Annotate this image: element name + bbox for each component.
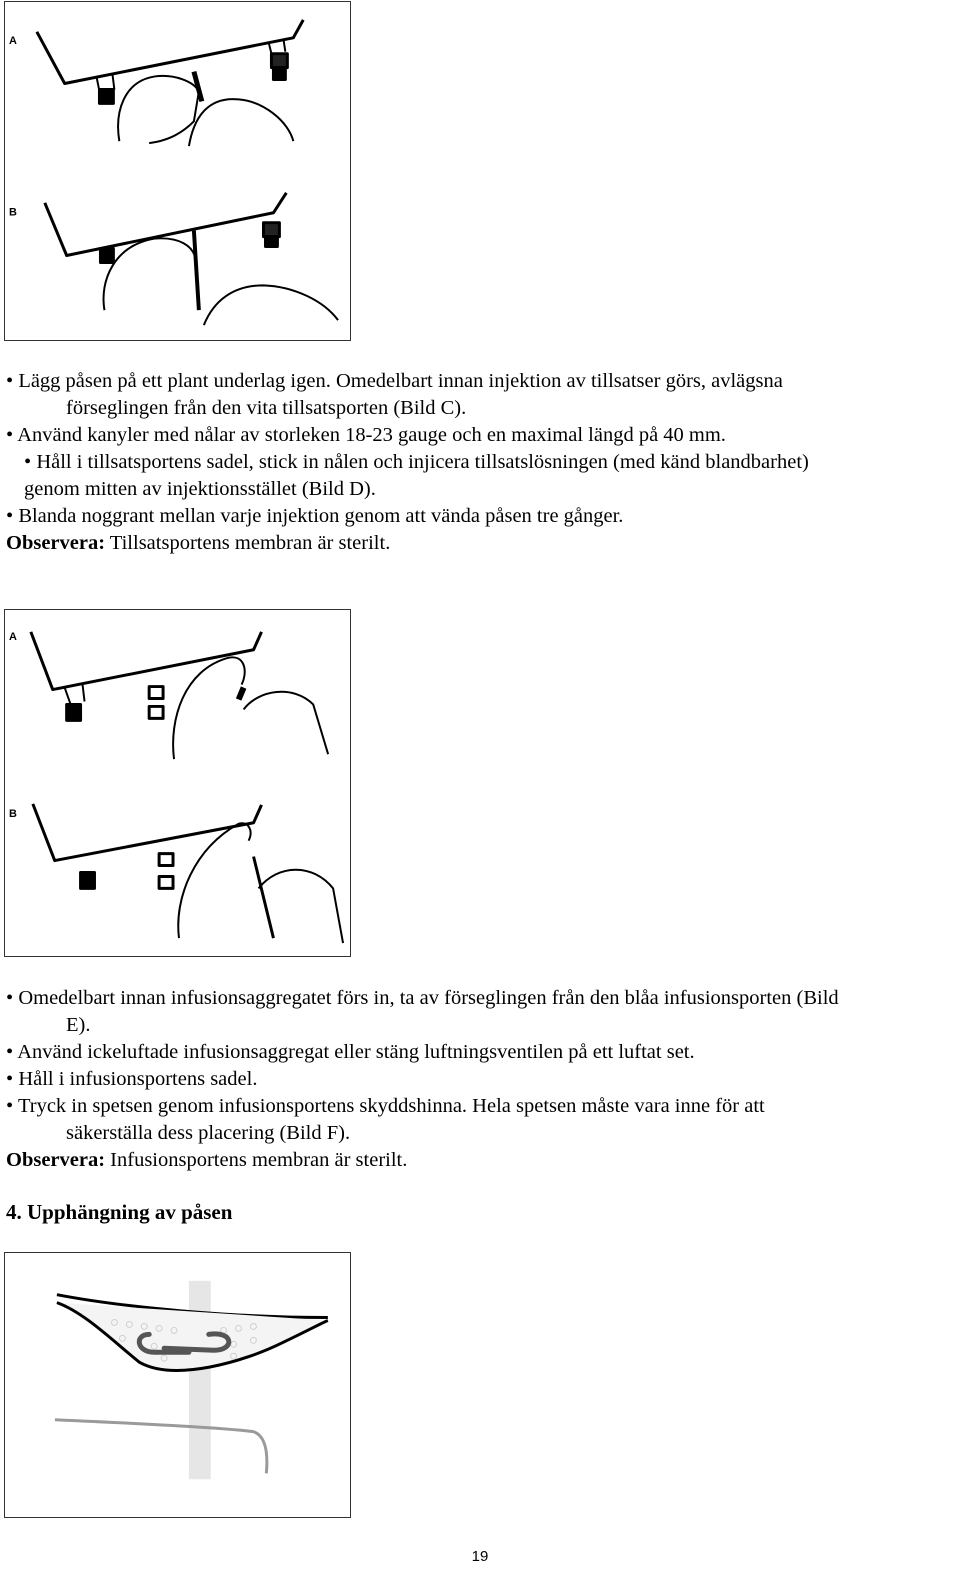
instructions-infusion-port	[6, 985, 958, 1174]
list-item-continuation: förseglingen från den vita tillsatsporten (Bild C).	[66, 397, 467, 419]
figure-bag-hanging	[4, 1252, 351, 1518]
note-label: Observera:	[6, 1149, 106, 1171]
figure-infusion-port-spike	[4, 609, 351, 957]
note-text: Infusionsportens membran är sterilt.	[105, 1149, 408, 1171]
instructions-additive-port	[6, 368, 958, 557]
figure-label-b: B	[8, 807, 17, 820]
figure-label-b: B	[8, 206, 17, 219]
list-item: • Lägg påsen på ett plant underlag igen. Omedelbart innan injektion av tillsatser görs, avlägsna	[6, 370, 783, 392]
list-item: • Tryck in spetsen genom infusionsportens skyddshinna. Hela spetsen måste vara inne för att	[6, 1095, 765, 1117]
list-item-continuation: E).	[66, 1014, 91, 1036]
section-heading: 4. Upphängning av påsen	[6, 1200, 233, 1224]
list-item: • Håll i infusionsportens sadel.	[6, 1068, 258, 1090]
list-item-continuation: säkerställa dess placering (Bild F).	[66, 1122, 351, 1144]
figure-additive-port-injection	[4, 1, 351, 341]
figure-label-a: A	[8, 630, 17, 643]
list-item: • Använd ickeluftade infusionsaggregat eller stäng luftningsventilen på ett luftat set.	[6, 1041, 695, 1063]
bullet: •	[6, 370, 14, 392]
page-number: 19	[471, 1548, 489, 1565]
list-item: • Blanda noggrant mellan varje injektion genom att vända påsen tre gånger.	[6, 505, 624, 527]
illustration-hands-injecting-additive-port	[5, 2, 350, 340]
list-item: • Omedelbart innan infusionsaggregatet förs in, ta av förseglingen från den blåa infusionsporten (Bild	[6, 987, 839, 1009]
note	[6, 1147, 958, 1174]
note-label: Observera:	[6, 532, 106, 554]
note-text: Tillsatsportens membran är sterilt.	[105, 532, 391, 554]
list-item-continuation: genom mitten av injektionsstället (Bild D).	[24, 478, 376, 500]
list-item: • Håll i tillsatsportens sadel, stick in nålen och injicera tillsatslösningen (med känd blandbarhet)	[24, 451, 809, 473]
figure-label-a: A	[8, 34, 17, 47]
note	[6, 530, 958, 557]
list-item: • Använd kanyler med nålar av storleken 18-23 gauge och en maximal längd på 40 mm.	[6, 424, 726, 446]
illustration-bag-on-hook	[5, 1253, 350, 1517]
illustration-hands-inserting-spike	[5, 610, 350, 956]
